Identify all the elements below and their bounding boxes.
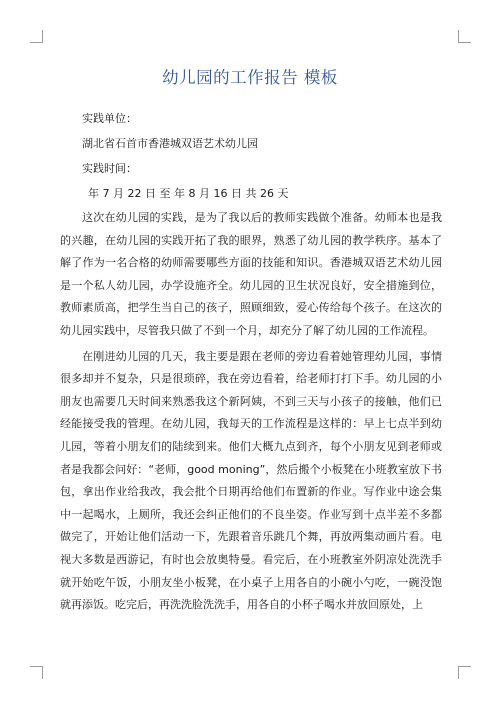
crop-mark-bottom-left [30,666,43,679]
crop-mark-bottom-right [458,666,471,679]
time-label: 实践时间： [82,162,137,175]
paragraph-1: 这次在幼儿园的实践，是为了我以后的教师实践做个准备。幼师本也是我的兴趣，在幼儿园的实践开拓了我的眼界，熟悉了幼儿园的教学秩序。基本了解了作为一名合格的幼师需要哪些方面的技能和知识。香港城双语艺术幼儿园是一个私人幼儿园，办学设施齐全。幼儿园的卫生状况良好，安全措施到位，教师素质高，把学生当自己的孩子，照顾细致，爱心传给每个孩子。在这次的幼儿园实践中，尽管我只做了不到一个月，却充分了解了幼儿园的工作流程。 [60,211,442,337]
time-value: 年 7 月 22 日 至 年 8 月 16 日 共 26 天 [88,187,289,200]
document-body [60,112,442,620]
unit-value: 湖北省石首市香港城双语艺术幼儿园 [82,137,258,150]
document-title: 幼儿园的工作报告 模板 [162,68,338,87]
crop-mark-top-right [458,30,471,43]
paragraph-2: 在刚进幼儿园的几天，我主要是跟在老师的旁边看着她管理幼儿园，事情很多却并不复杂，只是很琐碎，我在旁边看着，给老师打打下手。幼儿园的小朋友也需要几天时间来熟悉我这个新阿姨，不到三天与小孩子的接触，他们已经能接受我的管理。在幼儿园，我每天的工作流程是这样的：早上七点半到幼儿园，等着小朋友们的陆续到来。他们大概九点到齐，每个小朋友见到老师或者是我都会问好：“老师，good moning”，然后搬个小板凳在小班教室放下书包，拿出作业给我改，我会批个日期再给他们布置新的作业。写作业中途会集中一起喝水，上厕所，我还会纠正他们的不良坐姿。作业写到十点半差不多都做完了，开始让他们活动一下，先跟着音乐跳几个舞，再放两集动画片看。电视大多数是西游记，有时也会放奥特曼。看完后，在小班教室外阴凉处洗洗手就开始吃午饭，小朋友坐小板凳，在小桌子上用各自的小碗小勺吃，一碗没饱就再添饭。吃完后，再洗洗脸洗洗手，用各自的小杯子喝水并放回原处，上 [60,349,442,612]
crop-mark-top-left [30,30,43,43]
unit-label: 实践单位： [82,112,137,125]
